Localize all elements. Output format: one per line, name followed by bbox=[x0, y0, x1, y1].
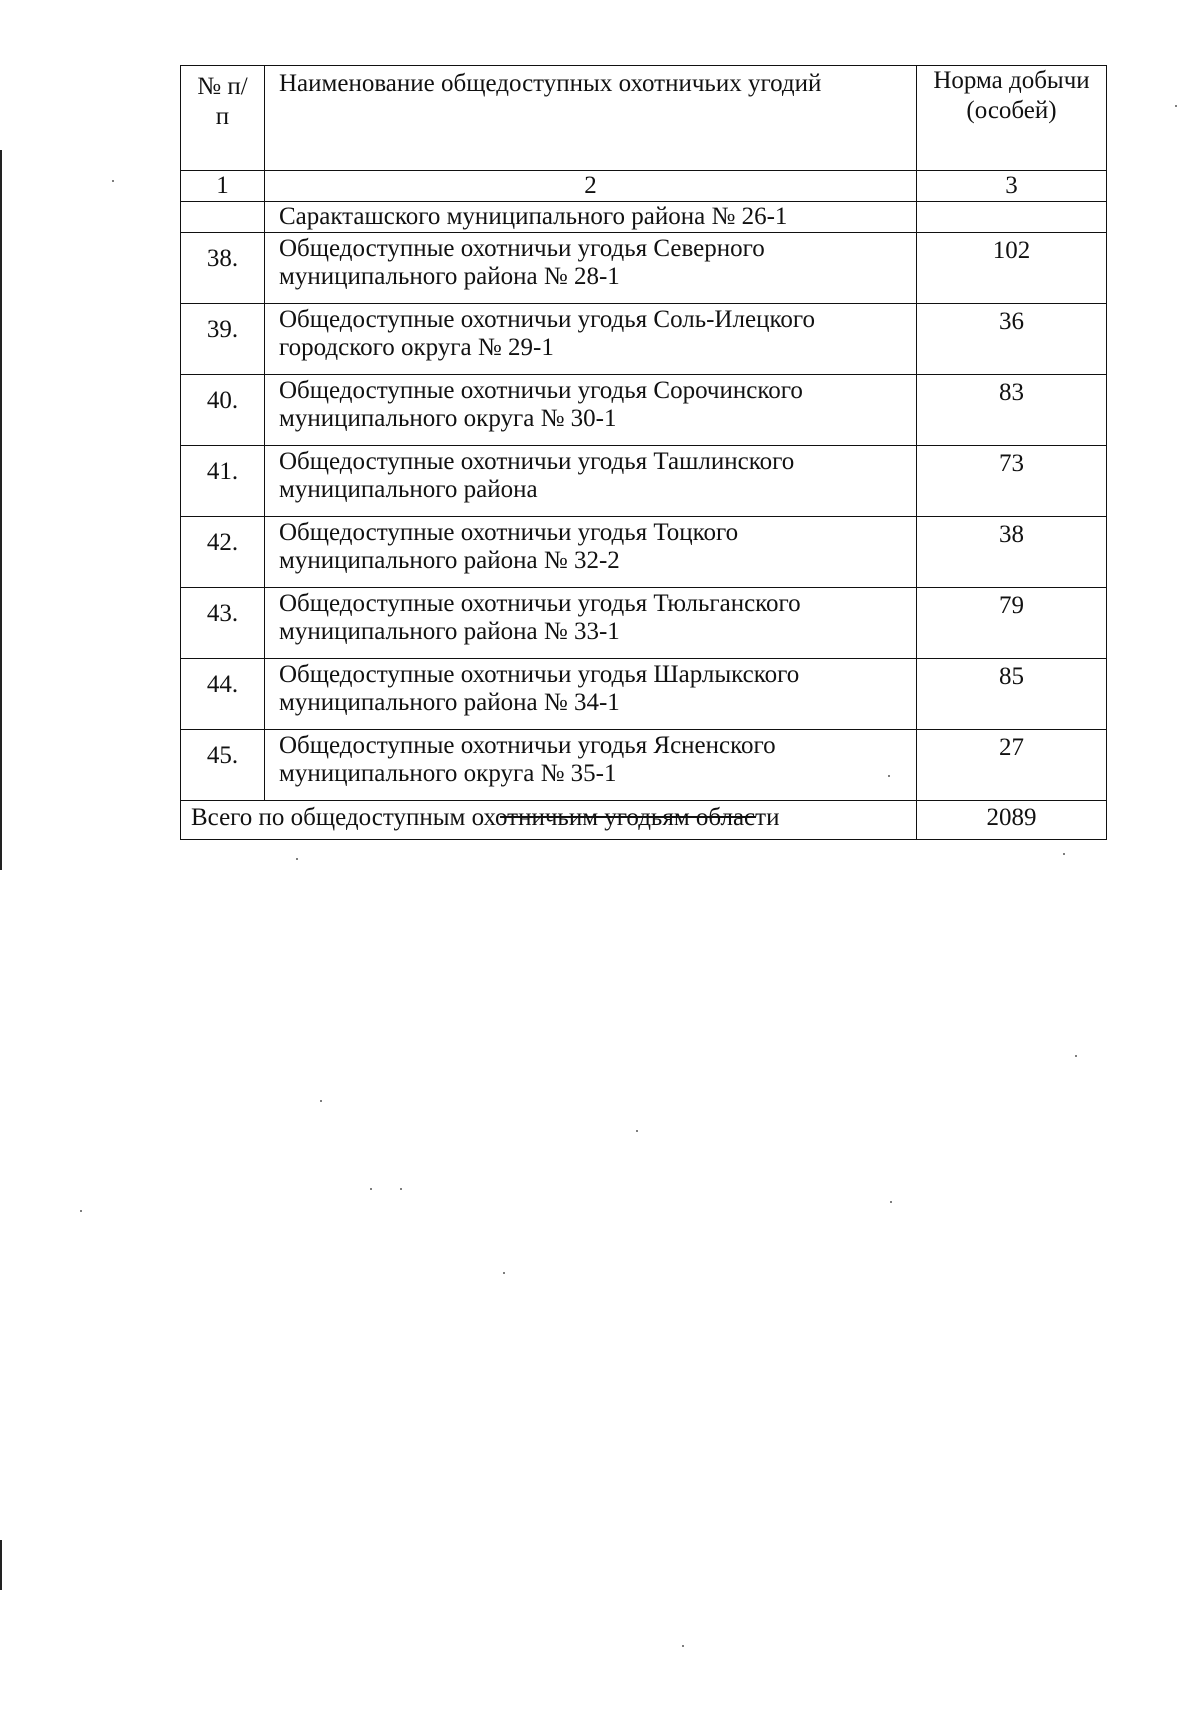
scan-edge-mark bbox=[0, 1540, 2, 1590]
column-index-3: 3 bbox=[917, 171, 1107, 202]
row-number: 45. bbox=[181, 730, 265, 801]
row-name: Общедоступные охотничьи угодья Ясненского муниципального округа № 35-1 bbox=[265, 730, 917, 801]
scan-speck bbox=[112, 180, 114, 182]
row-name: Общедоступные охотничьи угодья Сорочинского муниципального округа № 30-1 bbox=[265, 375, 917, 446]
row-norm: 79 bbox=[917, 588, 1107, 659]
scan-speck bbox=[503, 1272, 505, 1274]
row-norm: 83 bbox=[917, 375, 1107, 446]
scan-speck bbox=[888, 775, 890, 777]
row-number: 38. bbox=[181, 233, 265, 304]
row-name: Общедоступные охотничьи угодья Тоцкого муниципального района № 32-2 bbox=[265, 517, 917, 588]
total-label: Всего по общедоступным охотничьим угодьям области bbox=[181, 801, 917, 840]
continuation-number-cell bbox=[181, 202, 265, 233]
scan-speck bbox=[1075, 1055, 1077, 1057]
total-value: 2089 bbox=[917, 801, 1107, 840]
table-row bbox=[181, 233, 1107, 304]
scan-speck bbox=[636, 1130, 638, 1132]
column-index-1: 1 bbox=[181, 171, 265, 202]
table-row bbox=[181, 304, 1107, 375]
row-number: 40. bbox=[181, 375, 265, 446]
hunting-quota-table bbox=[180, 65, 1107, 840]
row-norm: 73 bbox=[917, 446, 1107, 517]
scan-speck bbox=[400, 1188, 402, 1190]
table-header-row bbox=[181, 66, 1107, 171]
table-row bbox=[181, 375, 1107, 446]
scan-speck bbox=[80, 1210, 82, 1212]
continuation-norm-cell bbox=[917, 202, 1107, 233]
row-norm: 38 bbox=[917, 517, 1107, 588]
row-norm: 36 bbox=[917, 304, 1107, 375]
row-norm: 27 bbox=[917, 730, 1107, 801]
table-row bbox=[181, 588, 1107, 659]
scan-speck bbox=[320, 1100, 322, 1102]
scan-speck bbox=[296, 858, 298, 860]
continuation-name-cell: Саракташского муниципального района № 26-1 bbox=[265, 202, 917, 233]
header-number-cell: № п/п bbox=[181, 66, 265, 171]
row-norm: 85 bbox=[917, 659, 1107, 730]
row-number: 41. bbox=[181, 446, 265, 517]
row-name: Общедоступные охотничьи угодья Шарлыкского муниципального района № 34-1 bbox=[265, 659, 917, 730]
row-name: Общедоступные охотничьи угодья Ташлинского муниципального района bbox=[265, 446, 917, 517]
row-name: Общедоступные охотничьи угодья Соль-Илецкого городского округа № 29-1 bbox=[265, 304, 917, 375]
scan-edge-mark bbox=[0, 150, 2, 870]
scan-speck bbox=[890, 1201, 892, 1203]
scan-speck bbox=[370, 1188, 372, 1190]
row-number: 43. bbox=[181, 588, 265, 659]
table-row bbox=[181, 659, 1107, 730]
row-name: Общедоступные охотничьи угодья Тюльганского муниципального района № 33-1 bbox=[265, 588, 917, 659]
header-name-cell: Наименование общедоступных охотничьих угодий bbox=[265, 66, 917, 171]
row-number: 44. bbox=[181, 659, 265, 730]
header-norm-cell: Норма добычи (особей) bbox=[917, 66, 1107, 171]
scan-speck bbox=[1063, 853, 1065, 855]
scan-speck bbox=[1175, 105, 1177, 107]
row-number: 39. bbox=[181, 304, 265, 375]
table-row bbox=[181, 517, 1107, 588]
row-name: Общедоступные охотничьи угодья Северного муниципального района № 28-1 bbox=[265, 233, 917, 304]
row-number: 42. bbox=[181, 517, 265, 588]
end-of-document-rule bbox=[500, 816, 756, 818]
table-row bbox=[181, 730, 1107, 801]
total-row bbox=[181, 801, 1107, 840]
scan-speck bbox=[682, 1645, 684, 1647]
column-index-row bbox=[181, 171, 1107, 202]
row-norm: 102 bbox=[917, 233, 1107, 304]
continuation-row bbox=[181, 202, 1107, 233]
column-index-2: 2 bbox=[265, 171, 917, 202]
table-row bbox=[181, 446, 1107, 517]
